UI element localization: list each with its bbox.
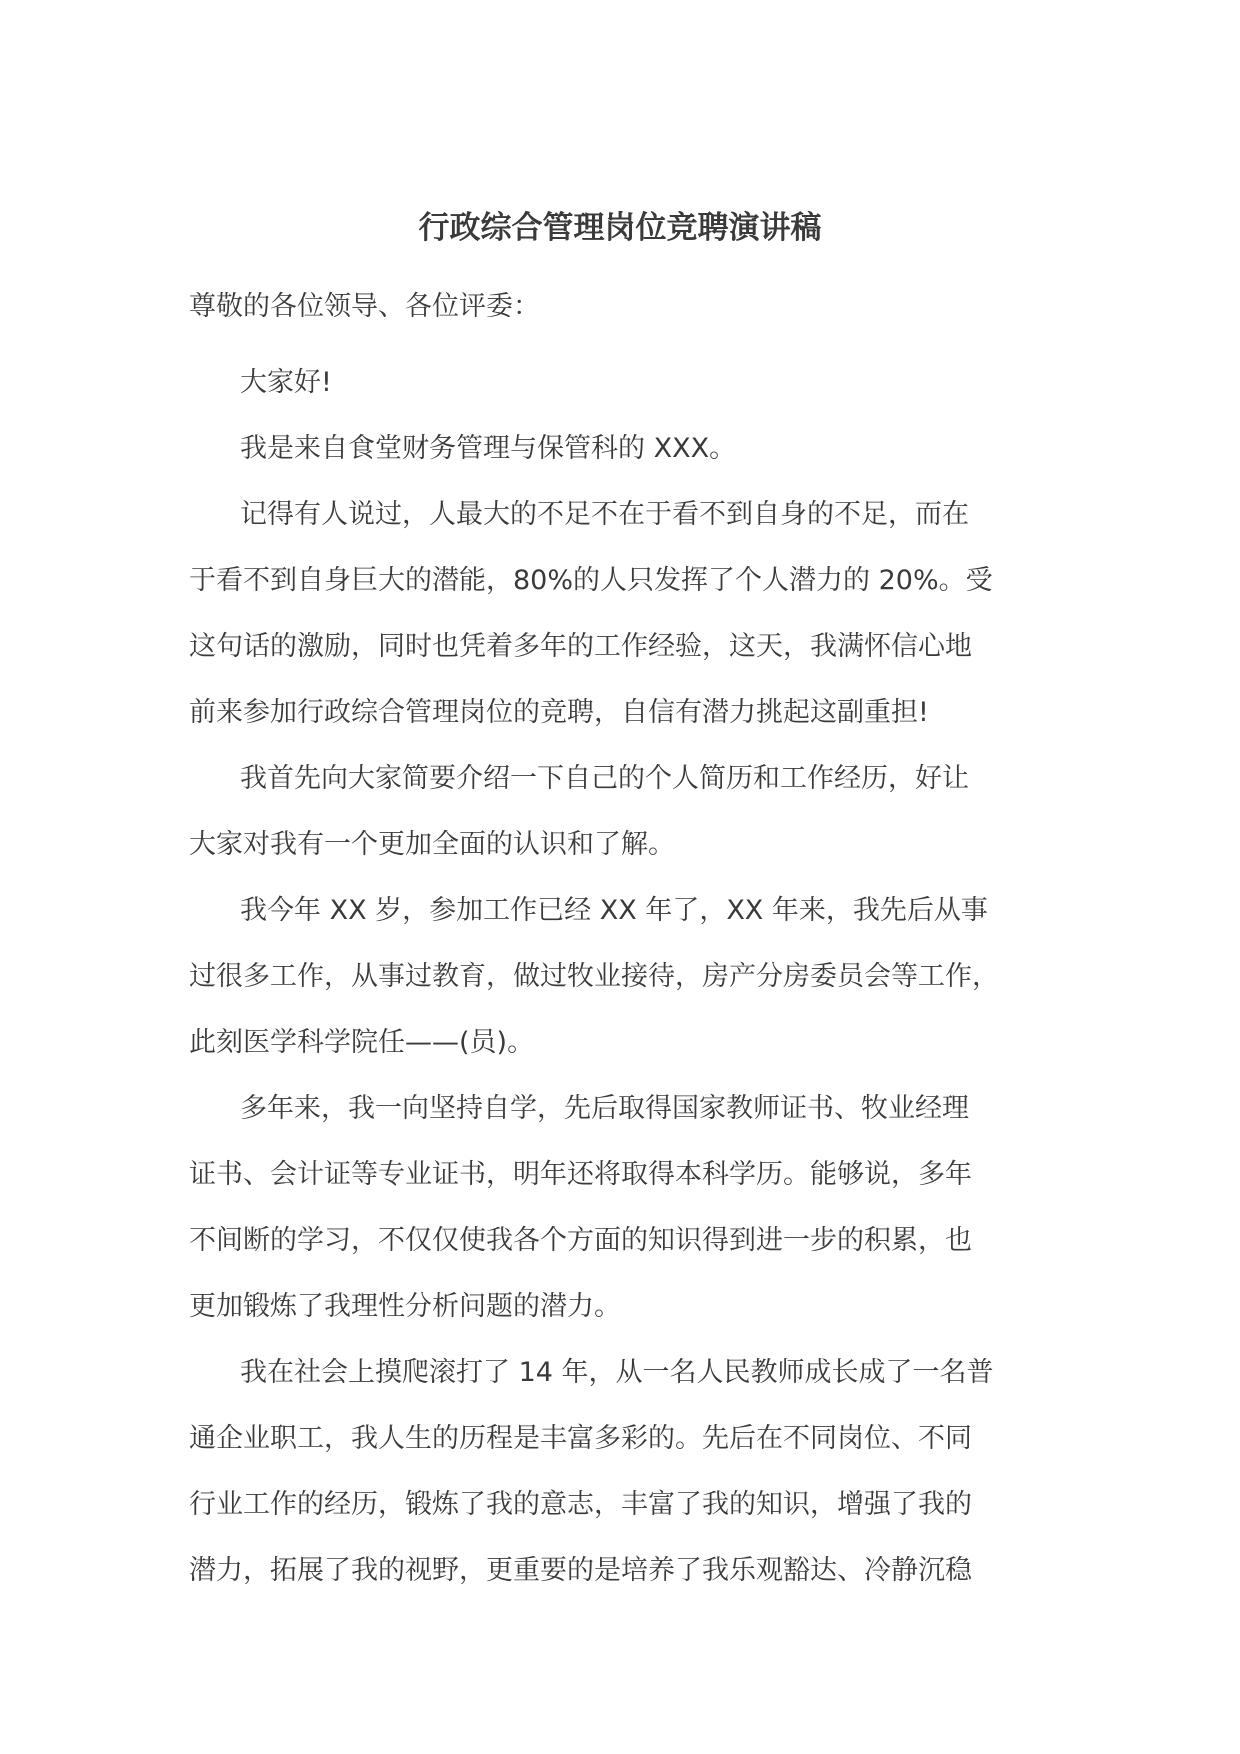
text-line: 我今年 XX 岁，参加工作已经 XX 年了，XX 年来，我先后从事 [240,895,988,926]
text-line: 不间断的学习，不仅仅使我各个方面的知识得到进一步的积累，也 [189,1225,972,1256]
text-line: 我是来自食堂财务管理与保管科的 XXX。 [240,433,737,464]
text-line: 此刻医学科学院任——(员)。 [189,1027,535,1058]
text-line: 多年来，我一向坚持自学，先后取得国家教师证书、牧业经理 [240,1093,969,1124]
text-line: 我在社会上摸爬滚打了 14 年，从一名人民教师成长成了一名普 [240,1357,994,1388]
text-line: 潜力，拓展了我的视野，更重要的是培养了我乐观豁达、冷静沉稳 [189,1555,972,1586]
text-line: 大家好! [240,367,332,398]
text-line: 通企业职工，我人生的历程是丰富多彩的。先后在不同岗位、不同 [189,1423,972,1454]
text-line: 大家对我有一个更加全面的认识和了解。 [189,829,675,860]
text-line: 过很多工作，从事过教育，做过牧业接待，房产分房委员会等工作， [189,961,999,992]
text-line: 我首先向大家简要介绍一下自己的个人简历和工作经历，好让 [240,763,969,794]
document-body [189,350,1089,1604]
salutation: 尊敬的各位领导、各位评委： [189,291,540,322]
text-line: 更加锻炼了我理性分析问题的潜力。 [189,1291,621,1322]
text-line: 于看不到自身巨大的潜能，80%的人只发挥了个人潜力的 20%。受 [189,565,993,596]
text-line: 行业工作的经历，锻炼了我的意志，丰富了我的知识，增强了我的 [189,1489,972,1520]
document-title: 行政综合管理岗位竞聘演讲稿 [418,210,822,246]
text-line: 记得有人说过，人最大的不足不在于看不到自身的不足，而在 [240,499,969,530]
text-line: 这句话的激励，同时也凭着多年的工作经验，这天，我满怀信心地 [189,631,972,662]
text-line: 前来参加行政综合管理岗位的竞聘，自信有潜力挑起这副重担! [189,697,929,728]
text-line: 证书、会计证等专业证书，明年还将取得本科学历。能够说，多年 [189,1159,972,1190]
